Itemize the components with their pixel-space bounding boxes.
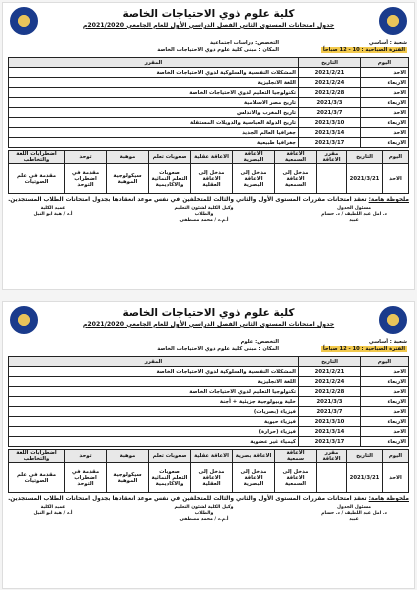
cell-date: 2021/2/21 — [299, 68, 361, 78]
cell-course: مدخل إلى الاعاقة البصرية — [233, 463, 275, 493]
col-header: اليوم — [383, 151, 409, 164]
col-header: الاعاقة بصرية — [233, 450, 275, 463]
cell-day: الاربعاء — [361, 78, 409, 88]
cell-course: جغرافيا العالم الجديد — [9, 128, 299, 138]
cell-course: تاريخ المغرب والاندلس — [9, 108, 299, 118]
col-header: الاعاقة عقلية — [191, 450, 233, 463]
table-row — [9, 108, 409, 118]
note-heading: ملحوظة هامة: — [368, 496, 409, 502]
exam-schedule-page-2 — [2, 301, 415, 589]
college-logo — [10, 306, 38, 334]
cell-date: 2021/3/21 — [347, 463, 383, 493]
signature-title: مسئول الجدول — [337, 505, 371, 510]
signature-name: أ.د / هبة ابو النيل — [33, 212, 73, 217]
col-header: اضطرابات اللغة والتخاطب — [9, 151, 65, 164]
period-label: الفترة الصباحية : 10 - 12 صباحاً — [322, 47, 405, 53]
table-row — [9, 88, 409, 98]
table-header-row — [9, 357, 409, 367]
cell-course — [317, 164, 347, 194]
cell-date: 2021/2/28 — [299, 387, 361, 397]
schedule-meta — [8, 40, 409, 57]
cell-course: فيزياء (حرارة) — [9, 427, 299, 437]
important-note — [8, 496, 409, 502]
table-header-row — [9, 151, 409, 164]
table-row — [9, 164, 409, 194]
col-header: اليوم — [383, 450, 409, 463]
period-label: الفترة الصباحية : 10 - 12 صباحاً — [322, 346, 405, 352]
note-text: تعقد امتحانات مقررات المستوى الأول والثاني والثالث للمتخلفين في نفس موعد انعقادها بجدول امتحانات الطلاب المستجدين. — [8, 496, 367, 502]
signature-title: عميد الكلية — [40, 505, 66, 510]
header — [8, 7, 409, 39]
signature-block — [18, 505, 88, 517]
important-note — [8, 197, 409, 203]
col-header: التاريخ — [347, 151, 383, 164]
signatures — [8, 206, 409, 222]
col-header-course: المقرر — [9, 58, 299, 68]
cell-day: الاربعاء — [361, 417, 409, 427]
division-label: شعبة : أساسي — [368, 40, 407, 46]
cell-course: مقدمة في اضطراب التوحد — [65, 463, 107, 493]
specialization-label: التخصص: علوم — [240, 339, 279, 345]
cell-day: الاحد — [361, 367, 409, 377]
table-row — [9, 78, 409, 88]
signature-title: مسئول الجدول — [337, 206, 371, 211]
header — [8, 306, 409, 338]
table-row — [9, 367, 409, 377]
place-label: المكان : مبنى كلية علوم ذوي الاحتياجات الخاصة — [157, 47, 279, 53]
cell-course: المشكلات النفسية والسلوكية لذوي الاحتياجات الخاصة — [9, 367, 299, 377]
exam-table — [8, 57, 409, 148]
cell-course: مدخل إلى الاعاقة العقلية — [191, 164, 233, 194]
exam-schedule-page-1 — [2, 2, 415, 290]
schedule-subtitle: جدول امتحانات المستوى الثاني الفصل الدراسي الأول للعام الجامعي 2021/2020م — [82, 22, 335, 29]
col-header: الاعاقة السمعية — [275, 151, 317, 164]
signatures — [8, 505, 409, 521]
signature-name: أ.م.د / محمد مصطفى — [179, 218, 229, 223]
table-row — [9, 407, 409, 417]
cell-course: فيزياء (بصريات) — [9, 407, 299, 417]
cell-date: 2021/2/28 — [299, 88, 361, 98]
cell-day: الاربعاء — [361, 118, 409, 128]
col-header: موهبة — [107, 450, 149, 463]
cell-course: سيكولوجية الموهبة — [107, 463, 149, 493]
schedule-meta — [8, 339, 409, 356]
col-header: صعوبات تعلم — [149, 151, 191, 164]
col-header: مقرر الاعاقة — [317, 450, 347, 463]
cell-day: الاربعاء — [361, 437, 409, 447]
signature-name: د. امل عبد اللطيف / د. حسام عبيد — [321, 212, 387, 223]
cell-course: صعوبات التعلم النمائية والاكاديمية — [149, 164, 191, 194]
place-label: المكان : مبنى كلية علوم ذوي الاحتياجات الخاصة — [157, 346, 279, 352]
division-label: شعبة : أساسي — [368, 339, 407, 345]
cell-day: الاربعاء — [361, 397, 409, 407]
cell-course: جغرافيا طبيعية — [9, 138, 299, 148]
cell-day: الاحد — [361, 108, 409, 118]
cell-course: المشكلات النفسية والسلوكية لذوي الاحتياجات الخاصة — [9, 68, 299, 78]
cell-day: الاحد — [383, 164, 409, 194]
cell-date: 2021/3/3 — [299, 397, 361, 407]
cell-day: الاحد — [361, 68, 409, 78]
col-header: الاعاقة عقلية — [191, 151, 233, 164]
note-heading: ملحوظة هامة: — [368, 197, 409, 203]
college-title: كلية علوم ذوي الاحتياجات الخاصة — [122, 8, 295, 20]
signature-block — [169, 505, 239, 523]
col-header: الاعاقة سمعية — [275, 450, 317, 463]
cell-course: تاريخ مصر الاسلامية — [9, 98, 299, 108]
note-text: تعقد امتحانات مقررات المستوى الأول والثاني والثالث للمتخلفين في نفس موعد انعقادها بجدول امتحانات الطلاب المستجدين. — [8, 197, 367, 203]
table-row — [9, 387, 409, 397]
cell-date: 2021/2/24 — [299, 78, 361, 88]
col-header-day: اليوم — [361, 58, 409, 68]
cell-date: 2021/3/14 — [299, 427, 361, 437]
cell-day: الاحد — [383, 463, 409, 493]
cell-day: الاربعاء — [361, 98, 409, 108]
signature-name: أ.م.د / محمد مصطفى — [179, 517, 229, 522]
college-logo — [10, 7, 38, 35]
cell-day: الاحد — [361, 407, 409, 417]
col-header: توحد — [65, 450, 107, 463]
signature-name: د. امل عبد اللطيف / د. حسام عبيد — [321, 511, 387, 522]
cell-day: الاحد — [361, 88, 409, 98]
col-header: اضطرابات اللغة والتخاطب — [9, 450, 65, 463]
table-row — [9, 397, 409, 407]
cell-date: 2021/3/10 — [299, 118, 361, 128]
cell-course: مدخل إلى الاعاقة السمعية — [275, 164, 317, 194]
cell-course: مقدمة في اضطراب التوحد — [65, 164, 107, 194]
table-row — [9, 437, 409, 447]
table-row — [9, 68, 409, 78]
cell-day: الاحد — [361, 387, 409, 397]
disability-table — [8, 449, 409, 493]
exam-table — [8, 356, 409, 447]
table-row — [9, 138, 409, 148]
cell-course: تاريخ الدولة العباسية والدويلات المستقلة — [9, 118, 299, 128]
cell-course: اللغة الانجليزية — [9, 377, 299, 387]
cell-date: 2021/3/10 — [299, 417, 361, 427]
cell-date: 2021/3/7 — [299, 407, 361, 417]
cell-day: الاربعاء — [361, 138, 409, 148]
table-row — [9, 118, 409, 128]
cell-date: 2021/3/14 — [299, 128, 361, 138]
signature-block — [18, 206, 88, 218]
college-title: كلية علوم ذوي الاحتياجات الخاصة — [122, 307, 295, 319]
col-header-course: المقرر — [9, 357, 299, 367]
table-row — [9, 463, 409, 493]
cell-course: خلية وبيولوجية جزيئية + أجنة — [9, 397, 299, 407]
cell-course: سيكولوجية الموهبة — [107, 164, 149, 194]
cell-course: مقدمة في علم الصوتيات — [9, 164, 65, 194]
cell-date: 2021/3/3 — [299, 98, 361, 108]
col-header: صعوبات تعلم — [149, 450, 191, 463]
cell-date: 2021/3/21 — [347, 164, 383, 194]
col-header: موهبة — [107, 151, 149, 164]
schedule-subtitle: جدول امتحانات المستوى الثاني الفصل الدراسي الأول للعام الجامعي 2021/2020م — [82, 321, 335, 328]
university-logo — [379, 306, 407, 334]
cell-course: مقدمة في علم الصوتيات — [9, 463, 65, 493]
cell-course: كيمياء غير عضوية — [9, 437, 299, 447]
table-row — [9, 377, 409, 387]
cell-date: 2021/3/17 — [299, 437, 361, 447]
cell-date: 2021/3/17 — [299, 138, 361, 148]
cell-course: صعوبات التعلم النمائية والاكاديمية — [149, 463, 191, 493]
cell-day: الاربعاء — [361, 377, 409, 387]
cell-course: مدخل إلى الاعاقة العقلية — [191, 463, 233, 493]
table-row — [9, 128, 409, 138]
signature-block — [169, 206, 239, 224]
specialization-label: التخصص: دراسات اجتماعية — [209, 40, 279, 46]
table-row — [9, 417, 409, 427]
table-header-row — [9, 450, 409, 463]
table-header-row — [9, 58, 409, 68]
signature-title: وكيل الكلية لشئون التعليم والطلاب — [174, 505, 234, 516]
cell-course: فيزياء حيوية — [9, 417, 299, 427]
col-header: مقرر الاعاقة — [317, 151, 347, 164]
signature-title: وكيل الكلية لشئون التعليم والطلاب — [174, 206, 234, 217]
cell-course: اللغة الانجليزية — [9, 78, 299, 88]
cell-course: تكنولوجيا التعليم لذوي الاحتياجات الخاصة — [9, 387, 299, 397]
cell-course: تكنولوجيا التعليم لذوي الاحتياجات الخاصة — [9, 88, 299, 98]
col-header: الاعاقة البصرية — [233, 151, 275, 164]
cell-date: 2021/3/7 — [299, 108, 361, 118]
col-header: توحد — [65, 151, 107, 164]
signature-block — [319, 206, 389, 224]
cell-day: الاحد — [361, 427, 409, 437]
signature-block — [319, 505, 389, 523]
cell-date: 2021/2/21 — [299, 367, 361, 377]
signature-title: عميد الكلية — [40, 206, 66, 211]
cell-course: مدخل إلى الاعاقة السمعية — [275, 463, 317, 493]
table-row — [9, 427, 409, 437]
university-logo — [379, 7, 407, 35]
disability-table — [8, 150, 409, 194]
col-header-day: اليوم — [361, 357, 409, 367]
col-header-date: التاريخ — [299, 58, 361, 68]
cell-day: الاحد — [361, 128, 409, 138]
col-header: التاريخ — [347, 450, 383, 463]
cell-course — [317, 463, 347, 493]
col-header-date: التاريخ — [299, 357, 361, 367]
table-row — [9, 98, 409, 108]
signature-name: أ.د / هبة ابو النيل — [33, 511, 73, 516]
cell-date: 2021/2/24 — [299, 377, 361, 387]
cell-course: مدخل إلى الاعاقة البصرية — [233, 164, 275, 194]
